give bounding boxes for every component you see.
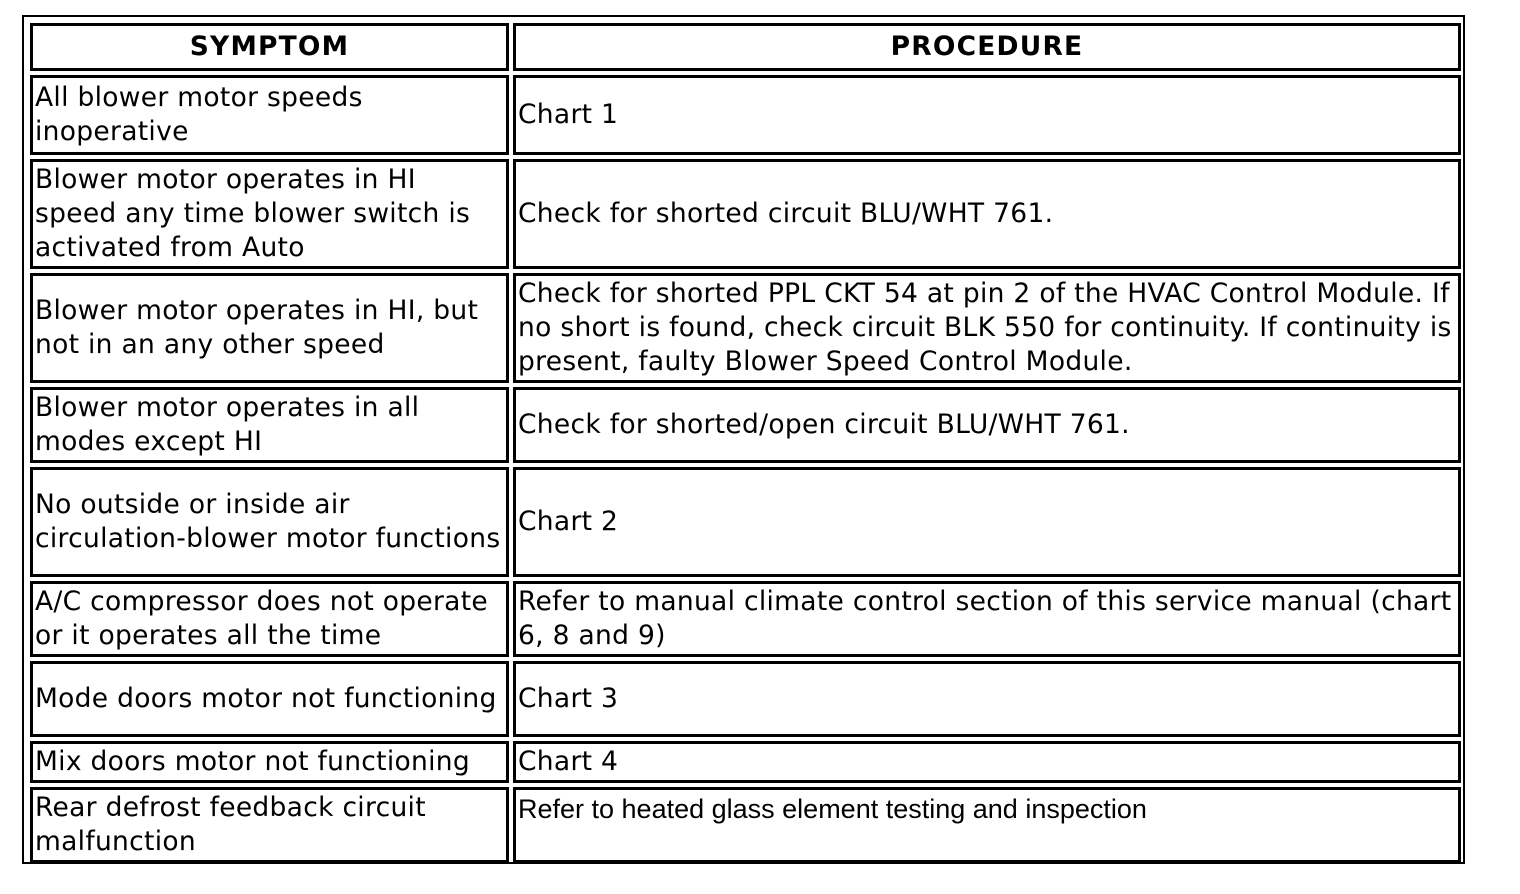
symptom-cell: Mix doors motor not functioning [30, 741, 509, 783]
symptom-cell: Blower motor operates in HI, but not in an any other speed [30, 273, 509, 383]
troubleshooting-table [26, 19, 1465, 867]
table-row [30, 787, 1461, 863]
symptom-cell: Blower motor operates in all modes except HI [30, 387, 509, 463]
symptom-cell: Blower motor operates in HI speed any time blower switch is activated from Auto [30, 159, 509, 269]
symptom-cell: Mode doors motor not functioning [30, 661, 509, 737]
procedure-cell: Check for shorted circuit BLU/WHT 761. [513, 159, 1461, 269]
procedure-cell: Chart 2 [513, 467, 1461, 577]
procedure-cell: Refer to manual climate control section of this service manual (chart 6, 8 and 9) [513, 581, 1461, 657]
table-row [30, 741, 1461, 783]
procedure-cell: Chart 3 [513, 661, 1461, 737]
table-row [30, 273, 1461, 383]
table-row [30, 581, 1461, 657]
symptom-cell: All blower motor speeds inoperative [30, 75, 509, 155]
procedure-cell: Refer to heated glass element testing and inspection [513, 787, 1461, 863]
table-row [30, 75, 1461, 155]
symptom-header: SYMPTOM [30, 23, 509, 71]
procedure-header: PROCEDURE [513, 23, 1461, 71]
procedure-cell: Chart 1 [513, 75, 1461, 155]
symptom-cell: A/C compressor does not operate or it operates all the time [30, 581, 509, 657]
symptom-cell: No outside or inside air circulation-blower motor functions [30, 467, 509, 577]
table-row [30, 661, 1461, 737]
procedure-cell: Chart 4 [513, 741, 1461, 783]
table-row [30, 467, 1461, 577]
troubleshooting-table-frame [22, 15, 1465, 864]
procedure-cell: Check for shorted/open circuit BLU/WHT 761. [513, 387, 1461, 463]
symptom-cell: Rear defrost feedback circuit malfunction [30, 787, 509, 863]
table-row [30, 387, 1461, 463]
table-header-row [30, 23, 1461, 71]
table-row [30, 159, 1461, 269]
procedure-cell: Check for shorted PPL CKT 54 at pin 2 of the HVAC Control Module. If no short is found, check circuit BLK 550 for continuity. If continuity is present, faulty Blower Speed Control Module. [513, 273, 1461, 383]
